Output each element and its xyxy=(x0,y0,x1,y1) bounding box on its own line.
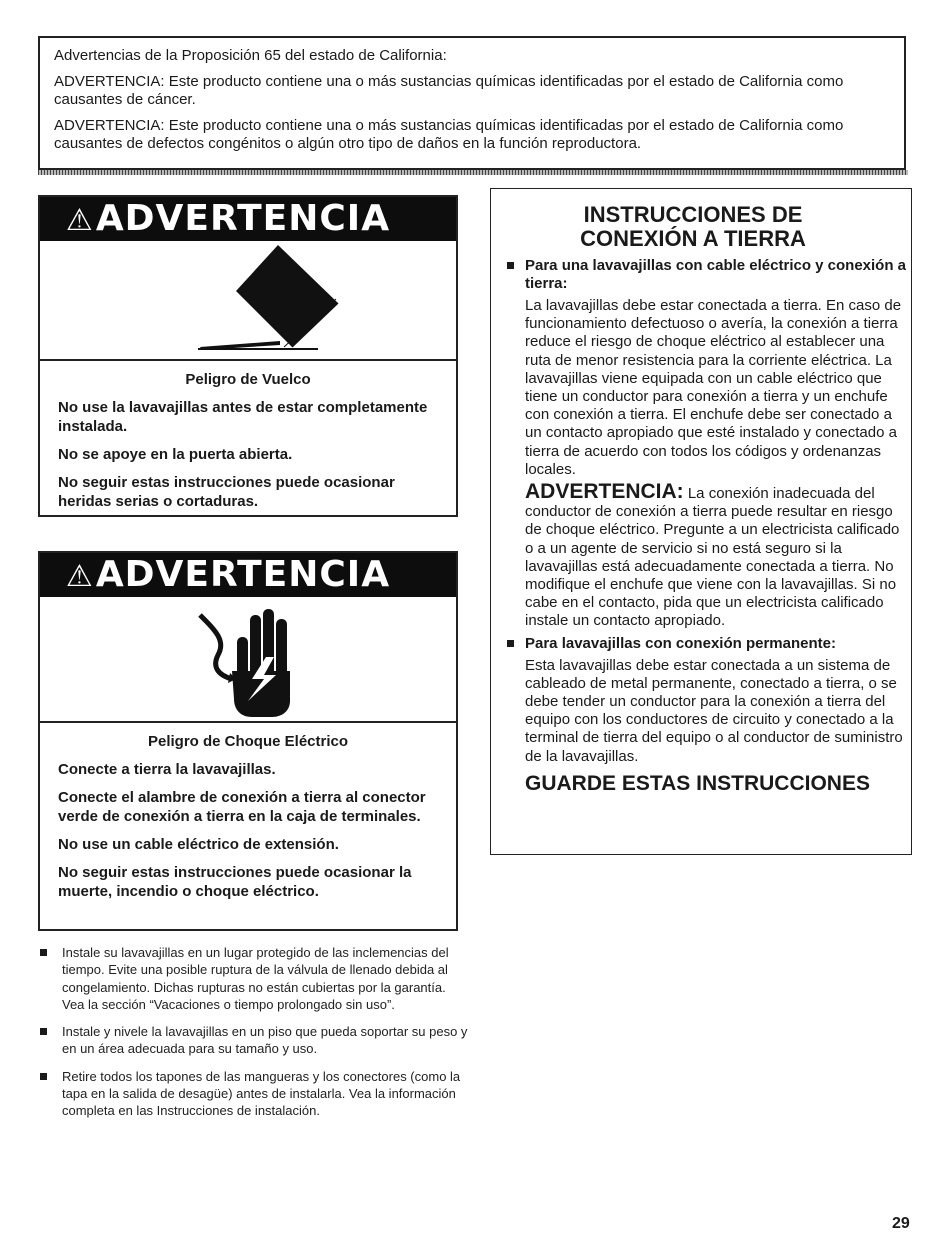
prop65-shadow xyxy=(38,170,908,175)
shock-pictogram-area xyxy=(40,597,456,723)
advertencia-text: La conexión inadecuada del conductor de conexión a tierra puede resultar en riesgo de choque eléctrico. Pregunte a un electricista calificado o a un agente de servicio si no está seguro si la lavavajillas está adecuadamente conectada a tierra. No modifique el enchufe que viene con la lavavajillas. Si no cabe en el contacto, pida que un electricista calificado instale un contacto apropiado. xyxy=(525,485,900,630)
corded-section-heading: Para una lavavajillas con cable eléctrico y conexión a tierra: xyxy=(505,257,911,293)
corded-section-text: La lavavajillas debe estar conectada a tierra. En caso de funcionamiento defectuoso o avería, la conexión a tierra reduce el riesgo de choque eléctrico al establecer una ruta de menor resistencia para la corriente eléctrica. La lavavajillas viene equipada con un cable eléctrico que tiene un conductor para conexión a tierra y un enchufe con conexión a tierra. El enchufe debe ser conectado a un contacto apropiado que esté instalado y conectado a tierra de acuerdo con todos los códigos y ordenanzas locales. xyxy=(525,297,902,478)
warning-line: Conecte el alambre de conexión a tierra al conector verde de conexión a tierra en la caja de terminales. xyxy=(58,789,426,825)
advertencia-label: ADVERTENCIA: xyxy=(525,480,684,504)
installation-notes xyxy=(38,944,468,1130)
warning-line: No se apoye en la puerta abierta. xyxy=(58,446,293,463)
prop65-warning-cancer: ADVERTENCIA: Este producto contiene una o más sustancias químicas identificadas por el estado de California como causantes de cáncer. xyxy=(54,73,844,108)
warning-triangle-icon: ⚠ xyxy=(65,203,94,238)
grounding-title-line1: INSTRUCCIONES DE xyxy=(583,202,803,227)
warning-line: Conecte a tierra la lavavajillas. xyxy=(58,761,276,778)
warning-line: No use un cable eléctrico de extensión. xyxy=(58,836,339,853)
warning-header xyxy=(40,553,456,597)
hazard-title: Peligro de Vuelco xyxy=(185,371,311,388)
warning-line: No seguir estas instrucciones puede ocasionar la muerte, incendio o choque eléctrico. xyxy=(58,864,412,900)
grounding-title xyxy=(505,203,911,251)
hazard-title: Peligro de Choque Eléctrico xyxy=(147,733,349,750)
electric-shock-hand-icon xyxy=(40,597,456,721)
save-instructions: GUARDE ESTAS INSTRUCCIONES xyxy=(525,771,870,795)
permanent-section-text: Esta lavavajillas debe estar conectada a un sistema de cableado de metal permanente, conectado a tierra, o se debe tender un conductor para la conexión a tierra del equipo con los conductores de circuito y conectado a la terminal de tierra del equipo o al conductor de suministro de la lavavajillas. xyxy=(525,656,903,765)
warning-header-label: ADVERTENCIA xyxy=(95,198,391,239)
prop65-title: Advertencias de la Proposición 65 del estado de California: xyxy=(54,47,447,64)
electric-shock-warning xyxy=(38,551,458,931)
permanent-section-heading: Para lavavajillas con conexión permanente: xyxy=(505,635,911,653)
page-number: 29 xyxy=(892,1215,910,1232)
warning-line: No seguir estas instrucciones puede ocasionar heridas serias o cortaduras. xyxy=(58,474,395,510)
list-item: Instale y nivele la lavavajillas en un piso que pueda soportar su peso y en un área adecuada para su tamaño y uso. xyxy=(38,1023,468,1058)
tip-over-icon xyxy=(40,241,456,359)
warning-header-label: ADVERTENCIA xyxy=(95,554,391,595)
warning-triangle-icon: ⚠ xyxy=(65,559,94,594)
warning-header xyxy=(40,197,456,241)
list-item: Instale su lavavajillas en un lugar protegido de las inclemencias del tiempo. Evite una posible ruptura de la válvula de llenado debida al congelamiento. Dichas rupturas no están cubiertas por la garantía. Vea la sección “Vacaciones o tiempo prolongado sin uso”. xyxy=(38,944,468,1013)
tip-over-warning xyxy=(38,195,458,517)
grounding-instructions xyxy=(490,188,912,855)
prop65-notice xyxy=(38,36,906,170)
grounding-title-line2: CONEXIÓN A TIERRA xyxy=(580,226,806,251)
tip-over-pictogram-area xyxy=(40,241,456,361)
grounding-warning xyxy=(505,480,911,631)
warning-line: No use la lavavajillas antes de estar completamente instalada. xyxy=(58,399,428,435)
prop65-warning-reproductive: ADVERTENCIA: Este producto contiene una o más sustancias químicas identificadas por el estado de California como causantes de defectos congénitos o algún otro tipo de daños en la función reproductora. xyxy=(54,117,844,152)
list-item: Retire todos los tapones de las mangueras y los conectores (como la tapa en la salida de desagüe) antes de instalarla. Vea la información completa en las Instrucciones de instalación. xyxy=(38,1068,468,1120)
